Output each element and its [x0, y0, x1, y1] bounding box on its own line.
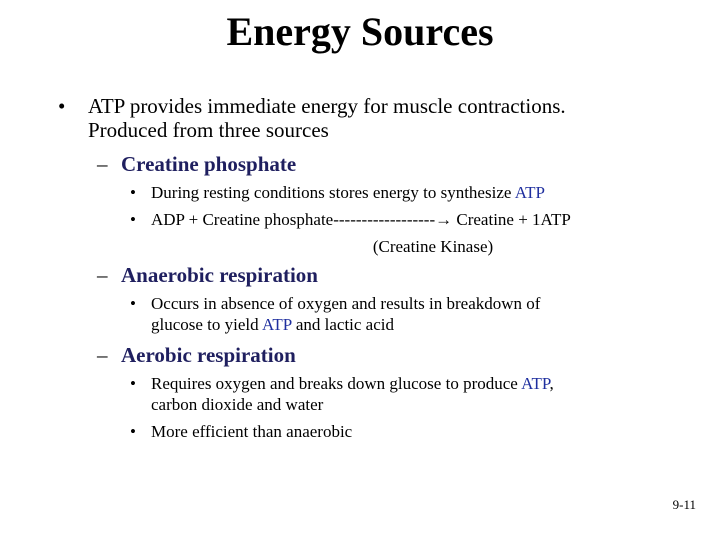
point-line-1: Occurs in absence of oxygen and results in breakdown of [151, 294, 541, 313]
dash-glyph: – [97, 263, 108, 287]
anaerobic-point-1 [130, 293, 710, 335]
heading-text: Aerobic respiration [121, 343, 296, 367]
aerobic-point-1 [130, 373, 710, 415]
intro-line-2: Produced from three sources [88, 118, 329, 142]
aerobic-point-2 [130, 421, 710, 442]
source-heading-aerobic [97, 342, 296, 368]
creatine-point-2 [130, 209, 710, 230]
point-text: Requires oxygen and breaks down glucose to produce [151, 374, 522, 393]
bullet-glyph: • [130, 422, 136, 441]
intro-line-1: ATP provides immediate energy for muscle contractions. [88, 94, 566, 118]
arrow-icon: → [435, 210, 453, 229]
reaction-right: Creatine + 1ATP [452, 210, 571, 229]
page-number: 9-11 [672, 497, 696, 512]
bullet-glyph: • [130, 374, 136, 393]
point-line-2: carbon dioxide and water [151, 395, 324, 414]
enzyme-label: (Creatine Kinase) [372, 237, 494, 256]
source-heading-anaerobic [97, 262, 318, 288]
intro-bullet [58, 94, 708, 142]
point-text: More efficient than anaerobic [151, 422, 353, 441]
source-heading-creatine [97, 151, 296, 177]
dash-glyph: – [97, 343, 108, 367]
heading-text: Anaerobic respiration [121, 263, 318, 287]
reaction-left: ADP + Creatine phosphate------------------ [151, 210, 436, 229]
bullet-glyph: • [130, 210, 136, 229]
heading-text: Creatine phosphate [121, 152, 297, 176]
point-text: During resting conditions stores energy to synthesize [151, 183, 515, 202]
atp-term: ATP [514, 183, 545, 202]
bullet-glyph: • [130, 294, 136, 313]
point-text: and lactic acid [291, 315, 394, 334]
point-text: , [549, 374, 554, 393]
creatine-point-1 [130, 182, 710, 203]
slide-title: Energy Sources [226, 9, 494, 54]
atp-term: ATP [261, 315, 292, 334]
bullet-glyph: • [58, 94, 66, 118]
bullet-glyph: • [130, 183, 136, 202]
point-text: glucose to yield [151, 315, 262, 334]
atp-term: ATP [521, 374, 550, 393]
dash-glyph: – [97, 152, 108, 176]
